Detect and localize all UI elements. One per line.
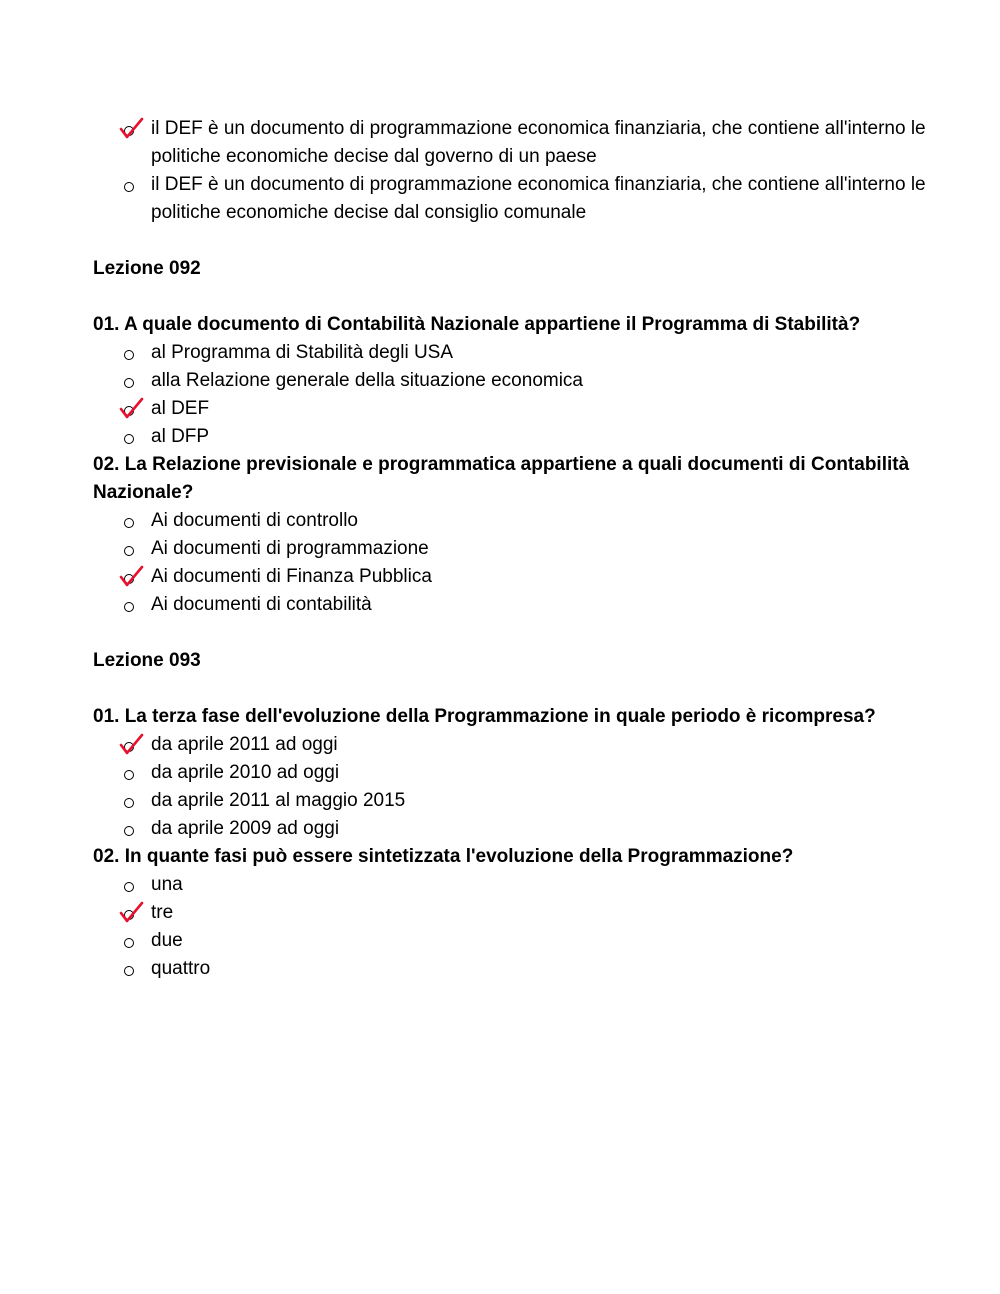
- answer-option: [93, 395, 953, 423]
- circle-bullet-icon: [123, 731, 137, 759]
- answer-option-text: Ai documenti di Finanza Pubblica: [151, 566, 432, 587]
- answer-option: [93, 955, 953, 983]
- answer-option: [93, 367, 953, 395]
- answer-option-list: [93, 731, 953, 843]
- answer-option-text: alla Relazione generale della situazione economica: [151, 370, 583, 391]
- question-text: 02. In quante fasi può essere sintetizzata l'evoluzione della Programmazione?: [93, 846, 794, 867]
- circle-bullet-icon: [123, 535, 137, 563]
- circle-bullet-icon: [123, 815, 137, 843]
- answer-option: [93, 339, 953, 367]
- circle-bullet-icon: [123, 423, 137, 451]
- circle-bullet-icon: [123, 787, 137, 815]
- answer-option-text: Ai documenti di controllo: [151, 510, 358, 531]
- lesson-title: Lezione 092: [93, 258, 201, 279]
- answer-option-text: Ai documenti di contabilità: [151, 594, 372, 615]
- answer-option-list: [93, 507, 953, 619]
- circle-bullet-icon: [123, 955, 137, 983]
- checkmark-icon: [119, 901, 145, 925]
- answer-option: [93, 115, 953, 171]
- circle-bullet-icon: [123, 115, 137, 143]
- answer-option-text: il DEF è un documento di programmazione economica finanziaria, che contiene all'interno le politiche economiche decise dal consiglio comunale: [151, 174, 926, 223]
- intro-option-list: [93, 115, 953, 227]
- circle-bullet-icon: [123, 563, 137, 591]
- circle-bullet-icon: [123, 339, 137, 367]
- answer-option-text: quattro: [151, 958, 211, 979]
- answer-option-list: [93, 339, 953, 451]
- answer-option: [93, 787, 953, 815]
- circle-bullet-icon: [123, 591, 137, 619]
- answer-option-text: da aprile 2010 ad oggi: [151, 762, 340, 783]
- document-page: [93, 115, 953, 983]
- answer-option-text: da aprile 2011 al maggio 2015: [151, 790, 406, 811]
- question-text: 01. La terza fase dell'evoluzione della Programmazione in quale periodo è ricompresa?: [93, 706, 876, 727]
- answer-option-text: una: [151, 874, 183, 895]
- answer-option-list: [93, 871, 953, 983]
- answer-option: [93, 899, 953, 927]
- answer-option: [93, 171, 953, 227]
- circle-bullet-icon: [123, 171, 137, 199]
- answer-option: [93, 535, 953, 563]
- checkmark-icon: [119, 733, 145, 757]
- answer-option-text: tre: [151, 902, 174, 923]
- answer-option: [93, 731, 953, 759]
- circle-bullet-icon: [123, 367, 137, 395]
- lesson-title: Lezione 093: [93, 650, 201, 671]
- answer-option-text: al Programma di Stabilità degli USA: [151, 342, 454, 363]
- answer-option-text: da aprile 2009 ad oggi: [151, 818, 340, 839]
- circle-bullet-icon: [123, 899, 137, 927]
- lessons-container: [93, 255, 953, 983]
- answer-option: [93, 423, 953, 451]
- answer-option-text: Ai documenti di programmazione: [151, 538, 429, 559]
- answer-option-text: il DEF è un documento di programmazione economica finanziaria, che contiene all'interno le politiche economiche decise dal governo di un paese: [151, 118, 926, 167]
- checkmark-icon: [119, 565, 145, 589]
- checkmark-icon: [119, 397, 145, 421]
- circle-bullet-icon: [123, 927, 137, 955]
- answer-option-text: due: [151, 930, 183, 951]
- circle-bullet-icon: [123, 395, 137, 423]
- circle-bullet-icon: [123, 507, 137, 535]
- answer-option: [93, 591, 953, 619]
- question-text: 02. La Relazione previsionale e programmatica appartiene a quali documenti di Contabilità Nazionale?: [93, 454, 910, 503]
- answer-option-text: al DEF: [151, 398, 210, 419]
- answer-option-text: al DFP: [151, 426, 210, 447]
- question-text: 01. A quale documento di Contabilità Nazionale appartiene il Programma di Stabilità?: [93, 314, 861, 335]
- circle-bullet-icon: [123, 871, 137, 899]
- answer-option: [93, 759, 953, 787]
- circle-bullet-icon: [123, 759, 137, 787]
- checkmark-icon: [119, 117, 145, 141]
- answer-option: [93, 815, 953, 843]
- answer-option: [93, 563, 953, 591]
- answer-option: [93, 871, 953, 899]
- answer-option: [93, 507, 953, 535]
- answer-option-text: da aprile 2011 ad oggi: [151, 734, 338, 755]
- answer-option: [93, 927, 953, 955]
